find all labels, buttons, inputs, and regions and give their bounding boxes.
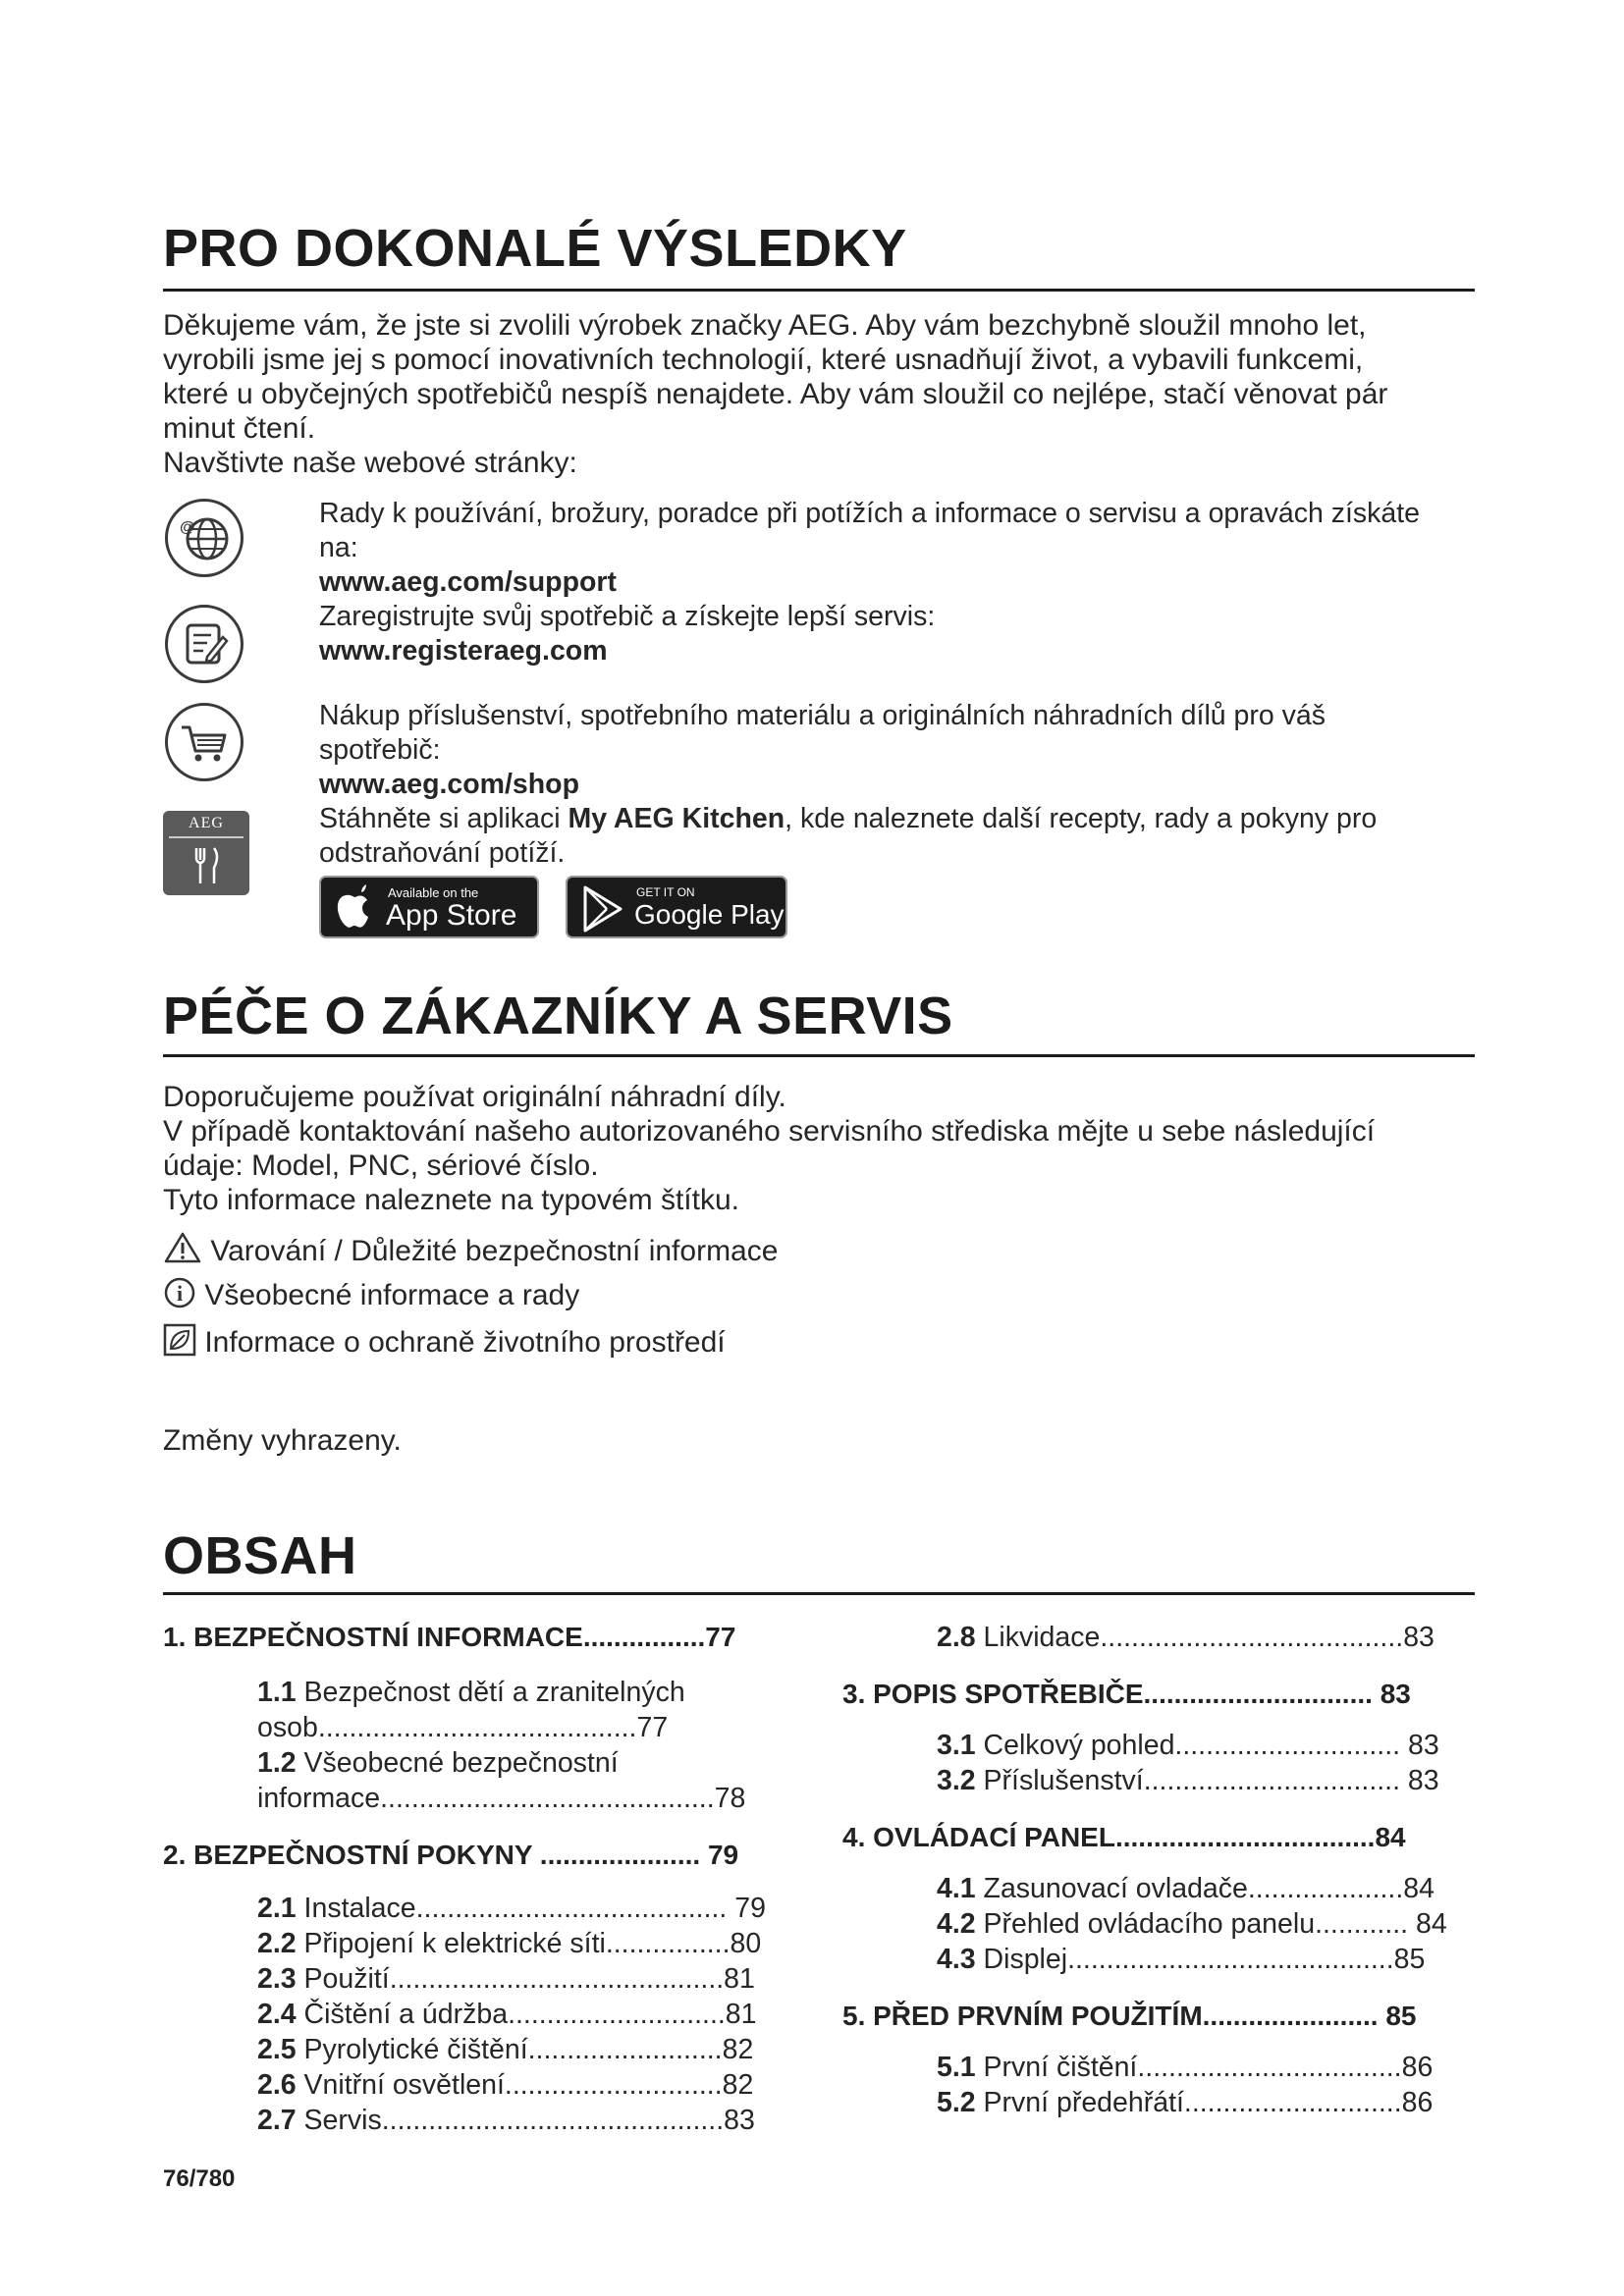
- globe-icon: [165, 499, 244, 577]
- register-form-icon: [165, 605, 244, 683]
- app-line-2: odstraňování potíží.: [319, 837, 566, 869]
- legend-warning: [163, 1231, 778, 1268]
- google-play-small: GET IT ON: [636, 885, 695, 899]
- toc-entry-5-2[interactable]: 5.2 První předehřátí............................86: [937, 2087, 1434, 2118]
- toc-entry-1-1-cont[interactable]: osob.........................................77: [257, 1712, 669, 1743]
- section-divider: [163, 289, 1475, 292]
- toc-entry-3-1[interactable]: 3.1 Celkový pohled............................. 83: [937, 1730, 1439, 1761]
- shop-line: spotřebič:: [319, 734, 441, 766]
- page-number: 76/780: [163, 2165, 236, 2192]
- toc-entry-2-1[interactable]: 2.1 Instalace........................................ 79: [257, 1893, 766, 1924]
- toc-chapter-2[interactable]: 2. BEZPEČNOSTNÍ POKYNY ..................... 79: [163, 1840, 739, 1870]
- google-play-label: Google Play: [634, 899, 785, 930]
- toc-entry-2-7[interactable]: 2.7 Servis............................................83: [257, 2105, 755, 2136]
- toc-entry-4-1[interactable]: 4.1 Zasunovací ovladače....................84: [937, 1873, 1435, 1904]
- svg-text:i: i: [176, 1281, 184, 1306]
- service-line: Tyto informace naleznete na typovém štítku.: [163, 1184, 739, 1216]
- svg-text:@: @: [180, 519, 195, 536]
- toc-entry-1-2[interactable]: 1.2 Všeobecné bezpečnostní: [257, 1747, 619, 1779]
- support-line: Rady k používání, brožury, poradce při potížích a informace o servisu a opravách získáte: [319, 498, 1421, 529]
- toc-entry-2-3[interactable]: 2.3 Použití...........................................81: [257, 1963, 755, 1995]
- intro-line: vyrobili jsme jej s pomocí inovativních technologií, které usnadňují život, a vybavili funkcemi,: [163, 344, 1364, 376]
- shop-text: [319, 699, 1377, 871]
- leaf-icon: [163, 1323, 196, 1357]
- intro-paragraph: [163, 308, 1479, 480]
- toc-entry-4-2[interactable]: 4.2 Přehled ovládacího panelu............ 84: [937, 1908, 1447, 1940]
- toc-entry-1-1[interactable]: 1.1 Bezpečnost dětí a zranitelných: [257, 1677, 685, 1708]
- intro-line: Navštivte naše webové stránky:: [163, 447, 577, 479]
- app-store-small: Available on the: [388, 885, 479, 900]
- toc-entry-5-1[interactable]: 5.1 První čištění..................................86: [937, 2052, 1434, 2083]
- shop-line: Nákup příslušenství, spotřebního materiálu a originálních náhradních dílů pro váš: [319, 700, 1326, 731]
- legend-warning-text: Varování / Důležité bezpečnostní informace: [210, 1235, 779, 1267]
- play-icon: [581, 885, 624, 933]
- service-line: V případě kontaktování našeho autorizovaného servisního střediska mějte u sebe následující: [163, 1115, 1376, 1148]
- toc-chapter-1[interactable]: 1. BEZPEČNOSTNÍ INFORMACE................77: [163, 1622, 736, 1652]
- aeg-app-icon: [163, 811, 249, 895]
- register-link[interactable]: www.registeraeg.com: [319, 635, 608, 667]
- intro-line: minut čtení.: [163, 412, 316, 445]
- register-line: Zaregistrujte svůj spotřebič a získejte lepší servis:: [319, 601, 936, 632]
- app-line: Stáhněte si aplikaci My AEG Kitchen, kde naleznete další recepty, rady a pokyny pro: [319, 803, 1378, 834]
- section-divider: [163, 1592, 1475, 1595]
- app-store-badge[interactable]: [319, 876, 539, 938]
- service-paragraph: [163, 1080, 1479, 1217]
- app-name: My AEG Kitchen: [568, 803, 785, 834]
- service-line: údaje: Model, PNC, sériové číslo.: [163, 1149, 599, 1182]
- section-title-results: PRO DOKONALÉ VÝSLEDKY: [163, 219, 907, 278]
- support-line: na:: [319, 532, 358, 563]
- toc-entry-1-2-cont[interactable]: informace...........................................78: [257, 1783, 746, 1814]
- aeg-logo-text: AEG: [189, 815, 224, 831]
- intro-line: Děkujeme vám, že jste si zvolili výrobek značky AEG. Aby vám bezchybně sloužil mnoho let,: [163, 309, 1367, 342]
- app-store-label: App Store: [386, 899, 517, 932]
- service-line: Doporučujeme používat originální náhradní díly.: [163, 1081, 786, 1113]
- toc-chapter-3[interactable]: 3. POPIS SPOTŘEBIČE.............................. 83: [842, 1679, 1411, 1709]
- section-divider: [163, 1054, 1475, 1057]
- legend-environment: [163, 1323, 726, 1360]
- shop-link[interactable]: www.aeg.com/shop: [319, 769, 579, 800]
- toc-entry-2-8[interactable]: 2.8 Likvidace.......................................83: [937, 1622, 1435, 1653]
- toc-chapter-4[interactable]: 4. OVLÁDACÍ PANEL..................................84: [842, 1822, 1406, 1852]
- shopping-cart-icon: [165, 703, 244, 781]
- toc-entry-3-2[interactable]: 3.2 Příslušenství................................. 83: [937, 1765, 1439, 1796]
- intro-line: které u obyčejných spotřebičů nespíš nenajdete. Aby vám sloužil co nejlépe, stačí věnovat pár: [163, 378, 1388, 410]
- legend-info: [163, 1276, 579, 1312]
- support-text: [319, 497, 1420, 668]
- changes-note: Změny vyhrazeny.: [163, 1424, 402, 1457]
- toc-title: OBSAH: [163, 1526, 357, 1585]
- toc-chapter-5[interactable]: 5. PŘED PRVNÍM POUŽITÍM....................... 85: [842, 2001, 1417, 2031]
- cutlery-icon: [163, 811, 249, 895]
- toc-entry-2-6[interactable]: 2.6 Vnitřní osvětlení............................82: [257, 2069, 754, 2101]
- legend-info-text: Všeobecné informace a rady: [204, 1279, 580, 1311]
- toc-entry-2-5[interactable]: 2.5 Pyrolytické čištění.........................82: [257, 2034, 754, 2065]
- toc-entry-4-3[interactable]: 4.3 Displej..........................................85: [937, 1944, 1426, 1975]
- google-play-badge[interactable]: [566, 876, 787, 938]
- legend-env-text: Informace o ochraně životního prostředí: [204, 1326, 726, 1359]
- apple-icon: [335, 883, 374, 931]
- info-icon: [163, 1276, 196, 1309]
- toc-entry-2-4[interactable]: 2.4 Čištění a údržba............................81: [257, 1999, 757, 2030]
- section-title-service: PÉČE O ZÁKAZNÍKY A SERVIS: [163, 987, 953, 1045]
- warning-icon: [163, 1231, 202, 1264]
- support-link[interactable]: www.aeg.com/support: [319, 566, 617, 598]
- toc-entry-2-2[interactable]: 2.2 Připojení k elektrické síti................80: [257, 1928, 762, 1959]
